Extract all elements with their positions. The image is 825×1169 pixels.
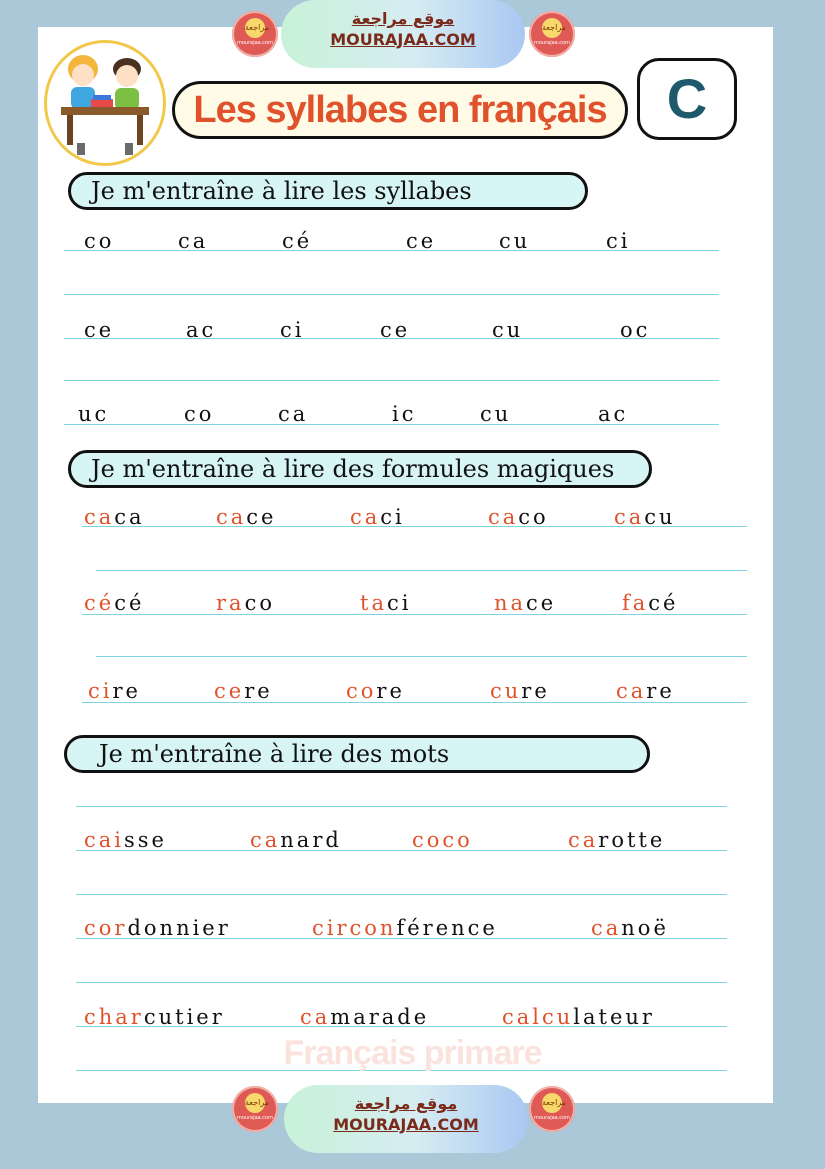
mot: calculateur bbox=[502, 1005, 655, 1029]
medal-center: مراجعة bbox=[245, 18, 265, 38]
formule-word: facé bbox=[622, 591, 679, 615]
medal-caption: mourajaa.com bbox=[236, 1115, 273, 1121]
syllable: ci bbox=[280, 318, 305, 342]
section-header-mots: Je m'entraîne à lire des mots bbox=[64, 735, 650, 773]
medal-caption: mourajaa.com bbox=[533, 1115, 570, 1121]
formule-word: care bbox=[616, 679, 675, 703]
syllable: ca bbox=[178, 229, 209, 253]
syllable: ac bbox=[186, 318, 217, 342]
formule-word: taci bbox=[360, 591, 412, 615]
brand-site: MOURAJAA.COM bbox=[333, 1115, 479, 1134]
ruled-line bbox=[64, 294, 719, 295]
medal-center: مراجعة bbox=[542, 18, 562, 38]
syllable: ce bbox=[380, 318, 411, 342]
brand-site: MOURAJAA.COM bbox=[330, 30, 476, 49]
kids-reading-logo-icon bbox=[44, 40, 166, 166]
formule-word: nace bbox=[494, 591, 557, 615]
syllable: ic bbox=[392, 402, 417, 426]
ruled-line bbox=[96, 570, 747, 571]
syllable: ac bbox=[598, 402, 629, 426]
watermark: Français primare bbox=[283, 1034, 542, 1072]
mot: carotte bbox=[568, 828, 666, 852]
formule-word: raco bbox=[216, 591, 275, 615]
site-medal-icon-right bbox=[529, 1086, 575, 1132]
section-header-formules: Je m'entraîne à lire des formules magiques bbox=[68, 450, 652, 488]
formule-word: cécé bbox=[84, 591, 145, 615]
ruled-line bbox=[76, 894, 727, 895]
syllable: cé bbox=[282, 229, 313, 253]
medal-center: مراجعة bbox=[542, 1093, 562, 1113]
medal-caption: mourajaa.com bbox=[533, 40, 570, 46]
ruled-line bbox=[76, 982, 727, 983]
ruled-line bbox=[76, 806, 727, 807]
ruled-line bbox=[64, 380, 719, 381]
mot: canard bbox=[250, 828, 342, 852]
section-header-syllabes: Je m'entraîne à lire les syllabes bbox=[68, 172, 588, 210]
formule-word: cere bbox=[214, 679, 273, 703]
ruled-line bbox=[96, 656, 747, 657]
syllable: ca bbox=[278, 402, 309, 426]
syllable: uc bbox=[78, 402, 110, 426]
mot: caisse bbox=[84, 828, 167, 852]
target-letter: C bbox=[666, 67, 708, 130]
formule-word: cacu bbox=[614, 505, 676, 529]
target-letter-box bbox=[637, 58, 737, 140]
medal-center: مراجعة bbox=[245, 1093, 265, 1113]
formule-word: core bbox=[346, 679, 405, 703]
site-medal-icon-left bbox=[232, 11, 278, 57]
mot: canoë bbox=[591, 916, 669, 940]
syllable: co bbox=[84, 229, 115, 253]
site-medal-icon-left bbox=[232, 1086, 278, 1132]
formule-word: cace bbox=[216, 505, 277, 529]
syllable: oc bbox=[620, 318, 651, 342]
worksheet-title bbox=[172, 81, 628, 139]
header-brand-badge[interactable] bbox=[281, 0, 525, 68]
mot: cordonnier bbox=[84, 916, 231, 940]
formule-word: caca bbox=[84, 505, 145, 529]
formule-word: caco bbox=[488, 505, 549, 529]
footer-brand-badge[interactable] bbox=[284, 1085, 528, 1153]
formule-word: caci bbox=[350, 505, 405, 529]
syllable: ce bbox=[84, 318, 115, 342]
mot: charcutier bbox=[84, 1005, 225, 1029]
syllable: cu bbox=[492, 318, 524, 342]
brand-arabic: موقع مراجعة bbox=[351, 9, 455, 28]
mot: circonférence bbox=[312, 916, 498, 940]
syllable: co bbox=[184, 402, 215, 426]
site-medal-icon-right bbox=[529, 11, 575, 57]
syllable: cu bbox=[499, 229, 531, 253]
brand-arabic: موقع مراجعة bbox=[354, 1094, 458, 1113]
syllable: cu bbox=[480, 402, 512, 426]
syllable: ce bbox=[406, 229, 437, 253]
medal-caption: mourajaa.com bbox=[236, 40, 273, 46]
formule-word: cure bbox=[490, 679, 550, 703]
mot: camarade bbox=[300, 1005, 430, 1029]
syllable: ci bbox=[606, 229, 631, 253]
title-text: Les syllabes en français bbox=[193, 89, 607, 131]
formule-word: cire bbox=[88, 679, 141, 703]
mot: coco bbox=[412, 828, 473, 852]
